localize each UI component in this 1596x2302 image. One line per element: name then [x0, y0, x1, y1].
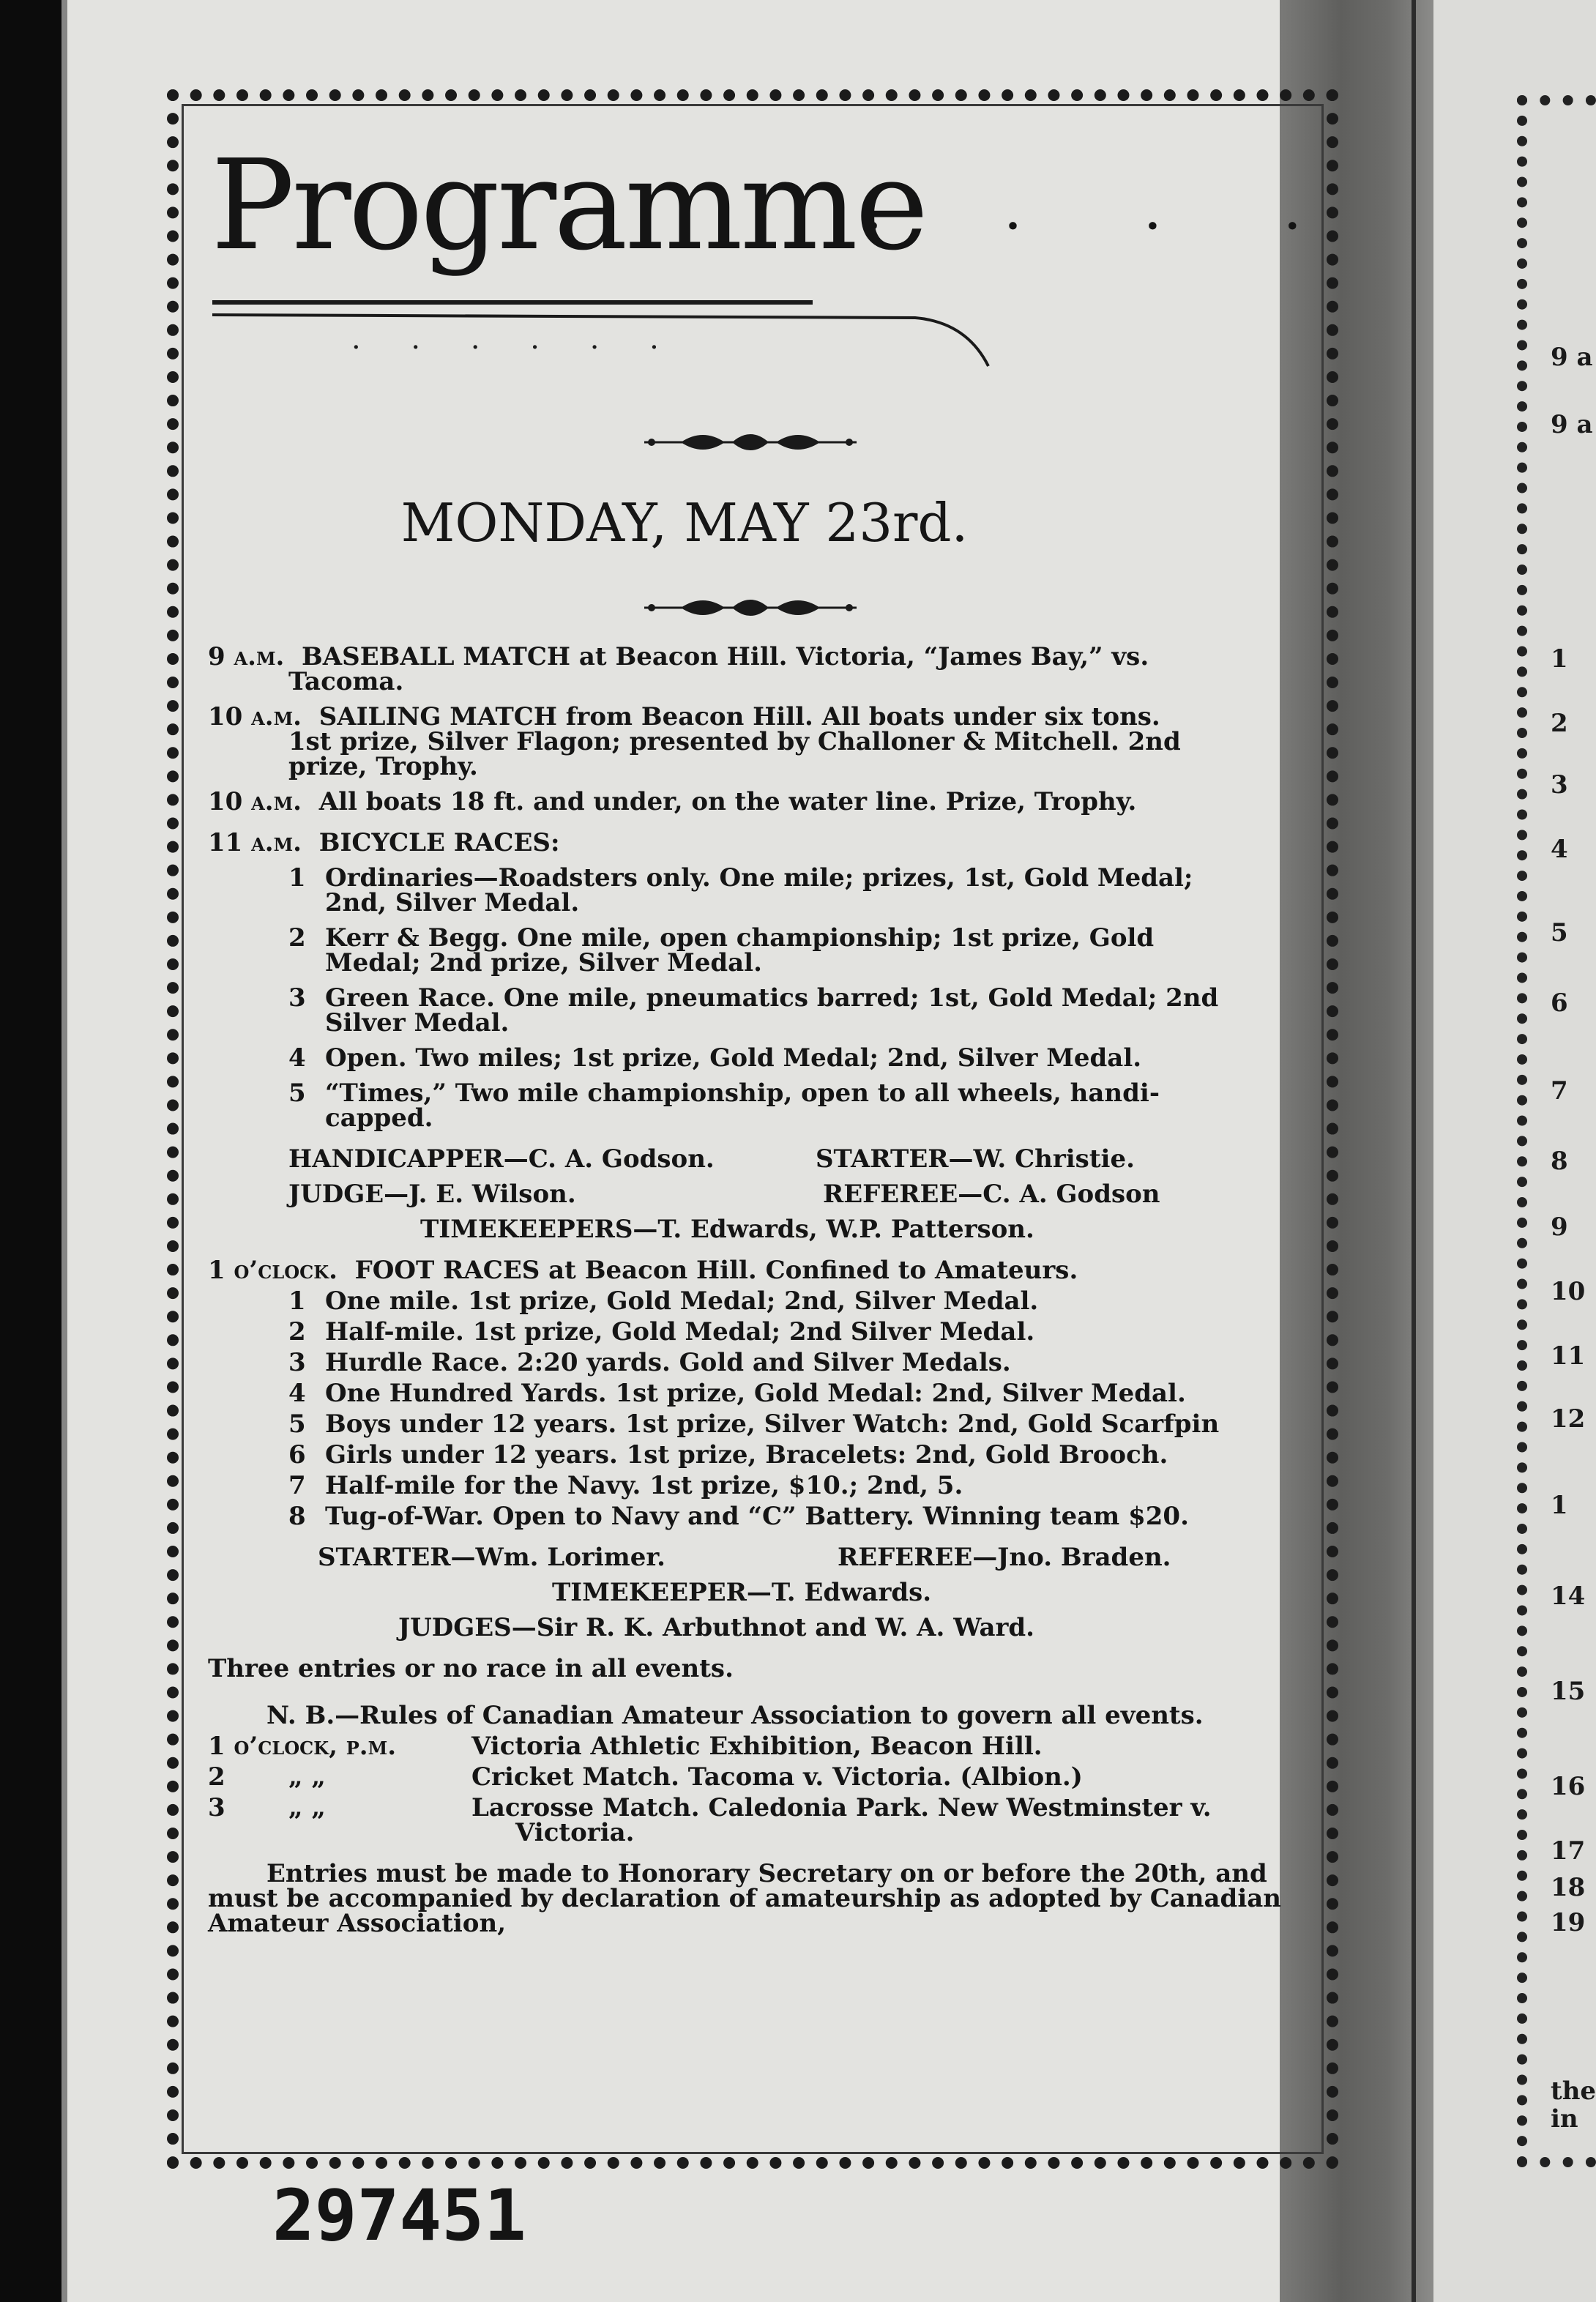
- afternoon-text: Lacrosse Match. Caledonia Park. New Westminster v.: [471, 1793, 1212, 1822]
- adjacent-line-number: 1: [1551, 644, 1568, 674]
- afternoon-text: Cricket Match. Tacoma v. Victoria. (Albion.): [471, 1762, 1083, 1792]
- ornament-top-icon: [637, 426, 864, 458]
- race-continuation: Medal; 2nd prize, Silver Medal.: [325, 948, 762, 977]
- catalog-number: 297451: [272, 2175, 526, 2257]
- event-time: 11 a.m.: [208, 828, 302, 857]
- race-item: [208, 1409, 1299, 1439]
- ditto-marks: „ „: [288, 1793, 326, 1822]
- day-heading: MONDAY, MAY 23rd.: [400, 492, 969, 554]
- adjacent-line-number: 8: [1551, 1147, 1568, 1176]
- adjacent-line-number: 3: [1551, 770, 1568, 800]
- adjacent-line-number: 4: [1551, 835, 1568, 864]
- adjacent-line-number: 9 a: [1551, 410, 1593, 439]
- event-heading: BASEBALL MATCH: [302, 642, 571, 671]
- race-number: 3: [288, 1348, 306, 1377]
- official-judge: JUDGE—J. E. Wilson.: [288, 1180, 576, 1209]
- race-number: 2: [288, 923, 306, 953]
- race-item: [208, 1043, 1299, 1073]
- event-time: 10 a.m.: [208, 702, 302, 731]
- afternoon-event: [208, 1795, 1299, 1820]
- race-number: 6: [288, 1440, 306, 1470]
- race-text: One Hundred Yards. 1st prize, Gold Medal: 2nd, Silver Medal.: [325, 1379, 1186, 1408]
- adjacent-line-number: 19: [1551, 1908, 1586, 1937]
- race-number: 5: [288, 1409, 306, 1439]
- adjacent-line-number: 9 a: [1551, 343, 1593, 372]
- race-continuation: capped.: [325, 1103, 433, 1133]
- adjacent-line-number: 15: [1551, 1677, 1586, 1706]
- race-item: [208, 1504, 1299, 1529]
- title-dots: · · · ·: [864, 192, 1354, 260]
- ornament-bottom-icon: [637, 592, 864, 624]
- adjacent-line-number: 10: [1551, 1277, 1586, 1306]
- race-item: [208, 1081, 1299, 1106]
- official-timekeepers: TIMEKEEPERS—T. Edwards, W.P. Patterson.: [420, 1215, 1034, 1244]
- event-line: [208, 789, 1299, 814]
- afternoon-time: 1 o’clock, p.m.: [208, 1732, 397, 1761]
- race-item: [208, 923, 1299, 953]
- adjacent-line-number: 1: [1551, 1491, 1568, 1520]
- officials-row: [208, 1545, 1299, 1570]
- event-time: 10 a.m.: [208, 787, 302, 816]
- race-item: [208, 1350, 1299, 1375]
- event-continuation: 1st prize, Silver Flagon; presented by Challoner & Mitchell. 2nd: [288, 727, 1181, 756]
- adjacent-line-number: 12: [1551, 1404, 1586, 1434]
- adjacent-line-number: 18: [1551, 1873, 1586, 1902]
- race-text: Kerr & Begg. One mile, open championship; 1st prize, Gold: [325, 923, 1155, 953]
- afternoon-event: [208, 1762, 1299, 1792]
- race-number: 4: [288, 1043, 306, 1073]
- official-starter: STARTER—W. Christie.: [816, 1144, 1135, 1174]
- afternoon-time: 2: [208, 1762, 225, 1792]
- race-number: 4: [288, 1379, 306, 1408]
- race-number: 5: [288, 1079, 306, 1108]
- race-text: One mile. 1st prize, Gold Medal; 2nd, Silver Medal.: [325, 1286, 1039, 1316]
- adjacent-line-number: 2: [1551, 709, 1568, 738]
- race-text: Green Race. One mile, pneumatics barred; 1st, Gold Medal; 2nd: [325, 983, 1219, 1013]
- page-title: Programme: [211, 133, 926, 278]
- adjacent-line-number: 7: [1551, 1076, 1568, 1106]
- race-item: [208, 1319, 1299, 1344]
- race-text: Girls under 12 years. 1st prize, Bracelets: 2nd, Gold Brooch.: [325, 1440, 1168, 1470]
- adjacent-line-number: in: [1551, 2104, 1578, 2134]
- race-number: 1: [288, 863, 306, 893]
- adjacent-line-number: 6: [1551, 988, 1568, 1018]
- race-number: 7: [288, 1471, 306, 1500]
- official-referee: REFEREE—C. A. Godson: [823, 1180, 1160, 1209]
- officials-row: [208, 1182, 1299, 1207]
- afternoon-time: 3: [208, 1793, 225, 1822]
- event-text: from Beacon Hill. All boats under six tons.: [565, 702, 1160, 731]
- race-number: 1: [288, 1286, 306, 1316]
- race-item: [208, 1286, 1299, 1316]
- event-heading: SAILING MATCH: [318, 702, 557, 731]
- afternoon-continuation: Victoria.: [515, 1818, 635, 1847]
- race-text: Open. Two miles; 1st prize, Gold Medal; 2nd, Silver Medal.: [325, 1043, 1142, 1073]
- race-item: [208, 1440, 1299, 1470]
- title-rule: [212, 300, 813, 305]
- race-item: [208, 863, 1299, 893]
- event-heading: FOOT RACES: [354, 1256, 540, 1285]
- programme-body: [208, 644, 1299, 1936]
- adjacent-line-number: 9: [1551, 1213, 1568, 1242]
- footer-note-line: Entries must be made to Honorary Secretary on or before the 20th, and: [266, 1859, 1267, 1888]
- adjacent-line-number: 17: [1551, 1836, 1586, 1866]
- event-text: All boats 18 ft. and under, on the water line. Prize, Trophy.: [318, 787, 1137, 816]
- event-continuation: Tacoma.: [288, 667, 404, 696]
- adjacent-line-number: 16: [1551, 1772, 1586, 1801]
- race-text: Boys under 12 years. 1st prize, Silver Watch: 2nd, Gold Scarfpin: [325, 1409, 1220, 1439]
- afternoon-event: [208, 1734, 1299, 1759]
- race-item: [208, 1381, 1299, 1406]
- page-edge: [61, 0, 67, 2302]
- officials-row: [208, 1144, 1299, 1174]
- afternoon-text: Victoria Athletic Exhibition, Beacon Hill.: [471, 1732, 1043, 1761]
- race-continuation: 2nd, Silver Medal.: [325, 888, 580, 917]
- event-heading: BICYCLE RACES:: [318, 828, 560, 857]
- race-item: [208, 983, 1299, 1013]
- race-number: 3: [288, 983, 306, 1013]
- adjacent-line-number: 5: [1551, 918, 1568, 947]
- adjacent-line-number: 11: [1551, 1341, 1586, 1371]
- race-text: Half-mile. 1st prize, Gold Medal; 2nd Silver Medal.: [325, 1317, 1035, 1346]
- race-number: 2: [288, 1317, 306, 1346]
- official-handicapper: HANDICAPPER—C. A. Godson.: [288, 1144, 715, 1174]
- event-line: [208, 1258, 1299, 1283]
- event-line: [208, 830, 1299, 855]
- ditto-marks: „ „: [288, 1762, 326, 1792]
- fold-crease: [1412, 0, 1416, 2302]
- race-text: “Times,” Two mile championship, open to all wheels, handi-: [325, 1079, 1160, 1108]
- event-line: [208, 644, 1299, 669]
- event-continuation: prize, Trophy.: [288, 752, 478, 781]
- race-item: [208, 1473, 1299, 1498]
- footer-note-line: Amateur Association,: [208, 1909, 507, 1938]
- small-dots: · · · · · ·: [351, 331, 679, 365]
- race-text: Half-mile for the Navy. 1st prize, $10.; 2nd, 5.: [325, 1471, 963, 1500]
- official-starter: STARTER—Wm. Lorimer.: [318, 1543, 665, 1572]
- event-time: 1 o’clock.: [208, 1256, 338, 1285]
- adjacent-line-number: 14: [1551, 1582, 1586, 1611]
- race-number: 8: [288, 1502, 306, 1531]
- footer-note-line: must be accompanied by declaration of amateurship as adopted by Canadian: [208, 1884, 1282, 1913]
- event-text: at Beacon Hill. Victoria, “James Bay,” vs.: [578, 642, 1149, 671]
- race-text: Tug-of-War. Open to Navy and “C” Battery. Winning team $20.: [325, 1502, 1189, 1531]
- adjacent-line-number: the: [1551, 2076, 1596, 2106]
- race-continuation: Silver Medal.: [325, 1008, 510, 1038]
- event-line: [208, 704, 1299, 729]
- official-judges: JUDGES—Sir R. K. Arbuthnot and W. A. Ward.: [398, 1613, 1035, 1642]
- official-referee: REFEREE—Jno. Braden.: [838, 1543, 1171, 1572]
- race-text: Hurdle Race. 2:20 yards. Gold and Silver Medals.: [325, 1348, 1011, 1377]
- race-text: Ordinaries—Roadsters only. One mile; prizes, 1st, Gold Medal;: [325, 863, 1193, 893]
- event-time: 9 a.m.: [208, 642, 285, 671]
- official-timekeeper: TIMEKEEPER—T. Edwards.: [552, 1578, 932, 1607]
- event-text: at Beacon Hill. Confined to Amateurs.: [548, 1256, 1078, 1285]
- entries-note: Three entries or no race in all events.: [208, 1654, 734, 1683]
- nb-note: N. B.—Rules of Canadian Amateur Association to govern all events.: [266, 1701, 1204, 1730]
